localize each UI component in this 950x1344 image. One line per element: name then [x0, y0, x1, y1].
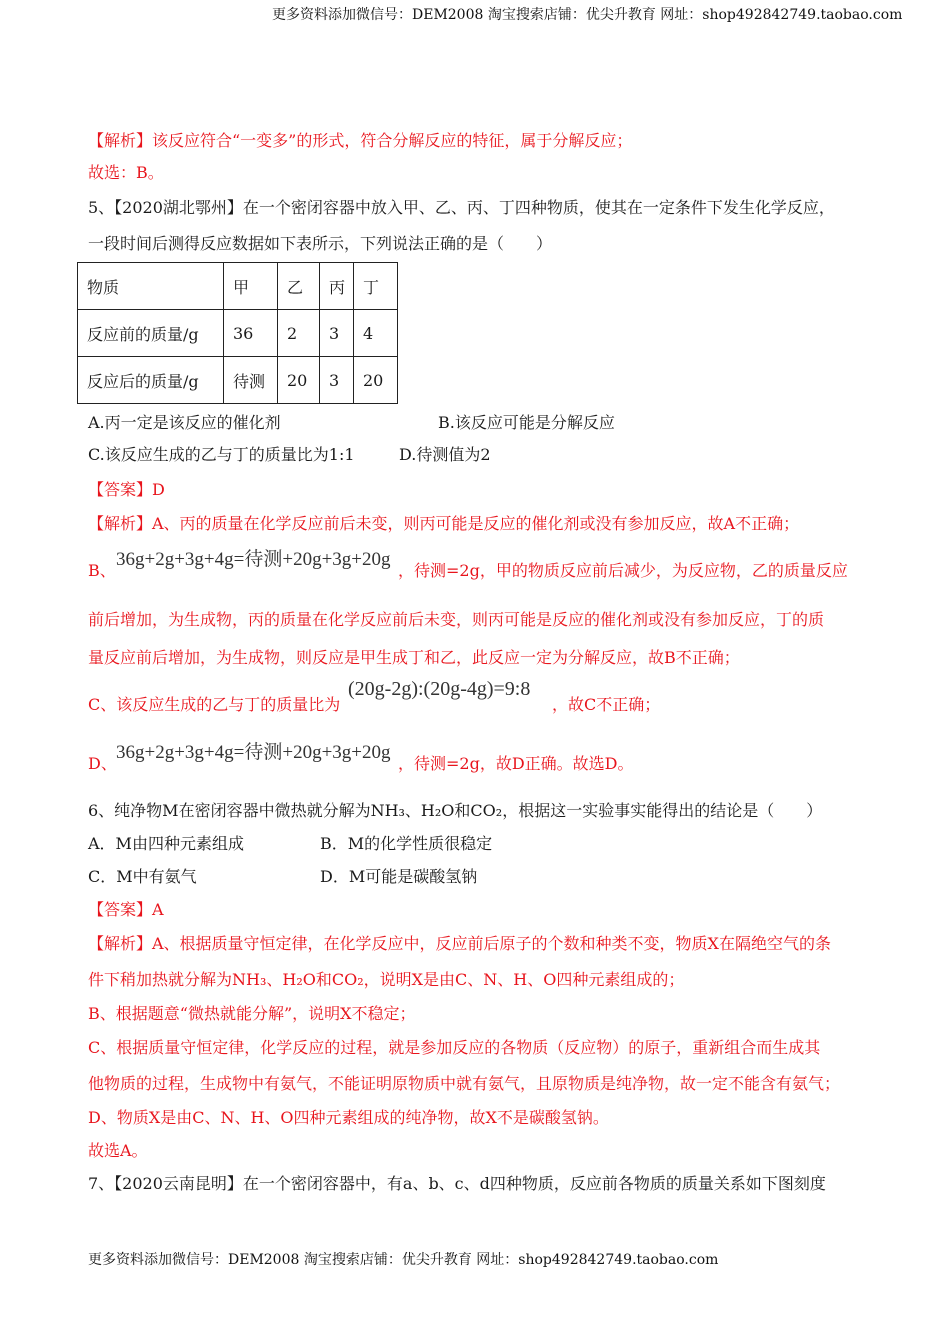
q6-option-c: C．M中有氨气: [88, 867, 197, 886]
table-cell: 待测: [224, 357, 278, 404]
table-row: [78, 357, 398, 404]
page-footer: 更多资料添加微信号：DEM2008 淘宝搜索店铺：优尖升教育 网址：shop492842749.taobao.com: [88, 1252, 719, 1268]
q6-analysis-b: B、根据题意“微热就能分解”，说明X不稳定；: [88, 1004, 416, 1023]
prev-analysis: 【解析】该反应符合“一变多”的形式，符合分解反应的特征，属于分解反应；: [88, 131, 633, 150]
q5-analysis-a: 【解析】A、丙的质量在化学反应前后未变，则丙可能是反应的催化剂或没有参加反应，故A不正确；: [88, 514, 800, 533]
q5-option-b: B.该反应可能是分解反应: [438, 413, 615, 432]
table-cell: 3: [320, 310, 354, 357]
q5-stem-line2: 一段时间后测得反应数据如下表所示，下列说法正确的是（ ）: [88, 234, 553, 253]
prev-choice: 故选：B。: [88, 163, 164, 182]
q5-option-a: A.丙一定是该反应的催化剂: [88, 413, 281, 432]
q5-equation-c: (20g-2g):(20g-4g)=9:8: [348, 678, 531, 700]
q6-answer: 【答案】A: [88, 900, 164, 919]
q5-equation-d: 36g+2g+3g+4g=待测+20g+3g+20g: [116, 742, 391, 763]
table-cell: 3: [320, 357, 354, 404]
table-cell: 36: [224, 310, 278, 357]
q5-stem-line1: 5、【2020湖北鄂州】在一个密闭容器中放入甲、乙、丙、丁四种物质，使其在一定条件下发生化学反应，: [88, 198, 835, 217]
q5-analysis-b-prefix: B、: [88, 561, 116, 580]
table-cell: 20: [354, 357, 398, 404]
q6-analysis-c-line1: C、根据质量守恒定律，化学反应的过程，就是参加反应的各物质（反应物）的原子，重新组合而生成其: [88, 1038, 821, 1057]
table-cell: 20: [278, 357, 320, 404]
q6-analysis-c-line2: 他物质的过程，生成物中有氨气，不能证明原物质中就有氨气，且原物质是纯净物，故一定不能含有氨气；: [88, 1074, 841, 1093]
table-header-row: [78, 263, 398, 310]
q6-option-d: D．M可能是碳酸氢钠: [320, 867, 478, 886]
q6-analysis-a-line1: 【解析】A、根据质量守恒定律，在化学反应中，反应前后原子的个数和种类不变，物质X在隔绝空气的条: [88, 934, 831, 953]
q5-analysis-b-line2: 前后增加，为生成物，丙的质量在化学反应前后未变，则丙可能是反应的催化剂或没有参加反应，丁的质: [88, 610, 825, 629]
table-cell: 丁: [354, 263, 398, 310]
table-cell: 反应后的质量/g: [78, 357, 224, 404]
table-cell: 乙: [278, 263, 320, 310]
table-cell: 4: [354, 310, 398, 357]
table-cell: 反应前的质量/g: [78, 310, 224, 357]
table-cell: 丙: [320, 263, 354, 310]
table-cell: 甲: [224, 263, 278, 310]
table-cell: 2: [278, 310, 320, 357]
table-row: [78, 310, 398, 357]
q5-option-c: C.该反应生成的乙与丁的质量比为1:1: [88, 445, 355, 464]
q5-analysis-c-prefix: C、该反应生成的乙与丁的质量比为: [88, 695, 341, 714]
q6-analysis-d: D、物质X是由C、N、H、O四种元素组成的纯净物，故X不是碳酸氢钠。: [88, 1108, 609, 1127]
q5-analysis-d-rest: ，待测=2g，故D正确。故选D。: [398, 754, 634, 773]
q6-option-b: B．M的化学性质很稳定: [320, 834, 493, 853]
q5-analysis-b-rest: ，待测=2g，甲的物质反应前后减少，为反应物，乙的质量反应: [398, 561, 848, 580]
q5-option-d: D.待测值为2: [399, 445, 491, 464]
q5-analysis-d-prefix: D、: [88, 754, 117, 773]
table-cell: 物质: [78, 263, 224, 310]
q5-data-table: [77, 262, 398, 404]
q5-answer: 【答案】D: [88, 480, 165, 499]
q6-option-a: A．M由四种元素组成: [88, 834, 244, 853]
q7-stem: 7、【2020云南昆明】在一个密闭容器中，有a、b、c、d四种物质，反应前各物质的质量关系如下图刻度: [88, 1174, 826, 1193]
q6-analysis-a-line2: 件下稍加热就分解为NH₃、H₂O和CO₂，说明X是由C、N、H、O四种元素组成的；: [88, 970, 685, 989]
q5-analysis-b-line3: 量反应前后增加，为生成物，则反应是甲生成丁和乙，此反应一定为分解反应，故B不正确；: [88, 648, 740, 667]
page-header: 更多资料添加微信号：DEM2008 淘宝搜索店铺：优尖升教育 网址：shop492842749.taobao.com: [272, 7, 903, 23]
q5-equation-b: 36g+2g+3g+4g=待测+20g+3g+20g: [116, 549, 391, 570]
q6-stem: 6、纯净物M在密闭容器中微热就分解为NH₃、H₂O和CO₂，根据这一实验事实能得出的结论是（ ）: [88, 801, 823, 820]
q6-choice: 故选A。: [88, 1141, 148, 1160]
q5-analysis-c-rest: ，故C不正确；: [552, 695, 661, 714]
